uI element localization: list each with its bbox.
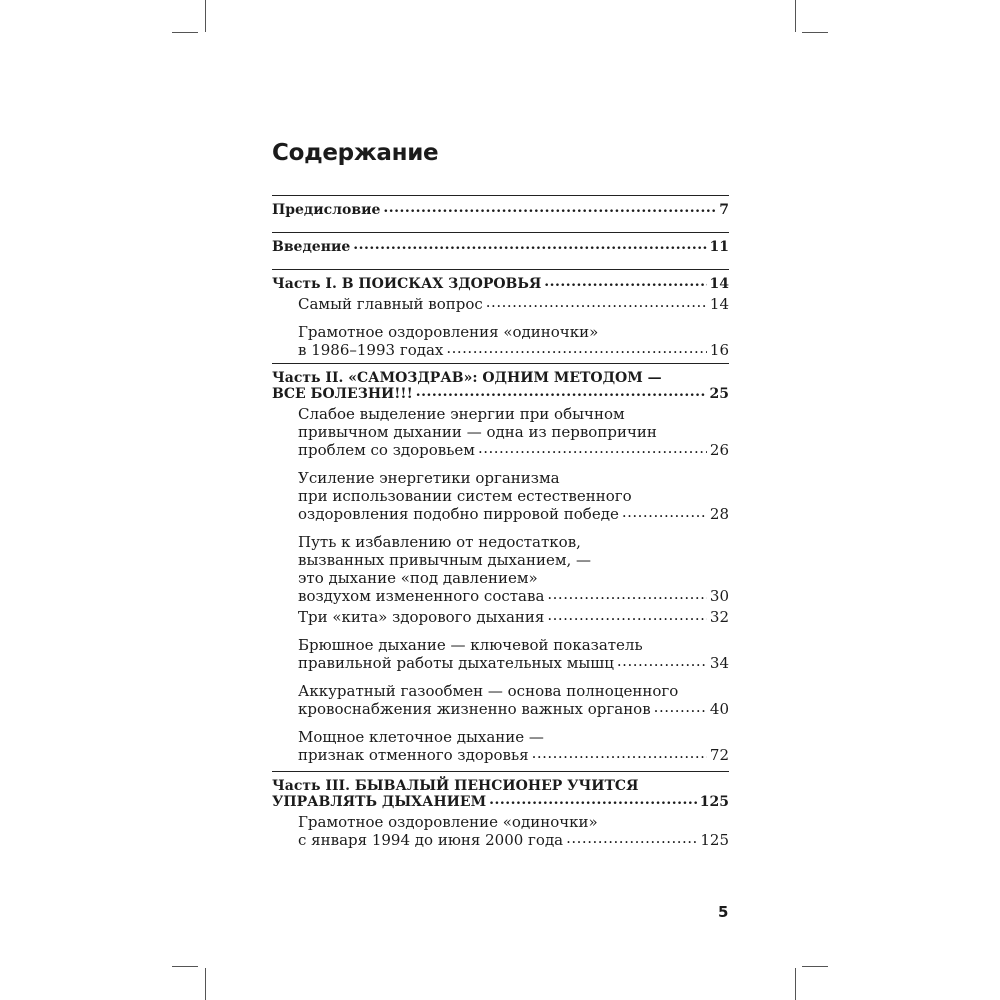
toc-entry-title: Грамотное оздоровление «одиночки» — [298, 813, 598, 831]
leader-dots — [532, 744, 707, 760]
leader-dots — [486, 293, 707, 309]
toc-entry-title: проблем со здоровьем — [298, 441, 475, 459]
page-title: Содержание — [272, 140, 439, 166]
divider — [272, 771, 729, 772]
toc-entry-title: Аккуратный газообмен — основа полноценного — [298, 682, 679, 700]
page-number: 5 — [718, 903, 729, 921]
toc-entry-part1[interactable] — [272, 276, 729, 292]
table-of-contents — [272, 190, 729, 849]
toc-entry-section[interactable] — [272, 608, 729, 626]
leader-dots — [547, 606, 707, 622]
leader-dots — [446, 339, 707, 355]
crop-mark-top-left-h — [172, 32, 198, 33]
crop-mark-bottom-left-h — [172, 966, 198, 967]
toc-entry-section[interactable] — [272, 636, 729, 672]
leader-dots — [353, 237, 706, 252]
toc-entry-title: оздоровления подобно пирровой победе — [298, 505, 619, 523]
toc-page-number: 7 — [719, 202, 729, 218]
toc-entry-title: правильной работы дыхательных мышц — [298, 654, 614, 672]
divider — [272, 363, 729, 364]
toc-entry-section[interactable] — [272, 323, 729, 359]
toc-entry-title: признак отменного здоровья — [298, 746, 529, 764]
toc-entry-title: ВСЕ БОЛЕЗНИ!!! — [272, 386, 413, 402]
toc-entry-title: Мощное клеточное дыхание — — [298, 728, 544, 746]
toc-entry-title: привычном дыхании — одна из первопричин — [298, 423, 657, 441]
toc-entry-section[interactable] — [272, 682, 729, 718]
crop-mark-top-right-h — [802, 32, 828, 33]
toc-entry-section[interactable] — [272, 469, 729, 523]
leader-dots — [547, 585, 707, 601]
toc-entry-title: Введение — [272, 239, 351, 255]
toc-entry-part2[interactable] — [272, 370, 729, 402]
divider — [272, 269, 729, 270]
leader-dots — [566, 829, 697, 845]
toc-entry-section[interactable] — [272, 533, 729, 605]
toc-page-number: 30 — [709, 587, 729, 605]
leader-dots — [478, 439, 707, 455]
toc-page-number: 32 — [709, 608, 729, 626]
toc-entry-intro[interactable] — [272, 239, 729, 255]
toc-page-number: 14 — [709, 276, 729, 292]
toc-entry-title: Слабое выделение энергии при обычном — [298, 405, 625, 423]
leader-dots — [622, 503, 707, 519]
toc-entry-title: Грамотное оздоровления «одиночки» — [298, 323, 599, 341]
toc-entry-title: при использовании систем естественного — [298, 487, 632, 505]
toc-entry-title: Усиление энергетики организма — [298, 469, 560, 487]
toc-entry-title: Три «кита» здорового дыхания — [298, 608, 545, 626]
toc-page-number: 34 — [709, 654, 729, 672]
toc-entry-section[interactable] — [272, 405, 729, 459]
toc-entry-preface[interactable] — [272, 202, 729, 218]
crop-mark-bottom-left — [205, 968, 206, 1000]
leader-dots — [416, 384, 707, 399]
leader-dots — [383, 200, 716, 215]
toc-page-number: 26 — [709, 441, 729, 459]
toc-entry-title: УПРАВЛЯТЬ ДЫХАНИЕМ — [272, 794, 487, 810]
toc-entry-title: Путь к избавлению от недостатков, — [298, 533, 581, 551]
toc-entry-title: Самый главный вопрос — [298, 295, 483, 313]
crop-mark-top-left — [205, 0, 206, 32]
toc-entry-title: в 1986–1993 годах — [298, 341, 444, 359]
toc-page-number: 14 — [709, 295, 729, 313]
toc-entry-title: с января 1994 до июня 2000 года — [298, 831, 564, 849]
toc-entry-title: Предисловие — [272, 202, 381, 218]
toc-entry-part3[interactable] — [272, 778, 729, 810]
leader-dots — [544, 274, 706, 289]
toc-entry-title: Часть II. «САМОЗДРАВ»: ОДНИМ МЕТОДОМ — — [272, 370, 662, 386]
toc-page-number: 28 — [709, 505, 729, 523]
toc-page-number: 40 — [709, 700, 729, 718]
leader-dots — [654, 698, 707, 714]
divider — [272, 195, 729, 196]
toc-entry-title: вызванных привычным дыханием, — — [298, 551, 592, 569]
toc-page-number: 125 — [700, 831, 729, 849]
toc-page-number: 25 — [709, 386, 729, 402]
toc-entry-section[interactable] — [272, 728, 729, 764]
toc-entry-title: кровоснабжения жизненно важных органов — [298, 700, 651, 718]
crop-mark-bottom-right — [795, 968, 796, 1000]
leader-dots — [617, 652, 707, 668]
toc-entry-title: Брюшное дыхание — ключевой показатель — [298, 636, 643, 654]
crop-mark-top-right — [795, 0, 796, 32]
toc-page-number: 11 — [709, 239, 729, 255]
divider — [272, 232, 729, 233]
leader-dots — [489, 792, 697, 807]
toc-page-number: 125 — [699, 794, 729, 810]
toc-entry-section[interactable] — [272, 295, 729, 313]
toc-entry-title: воздухом измененного состава — [298, 587, 545, 605]
toc-entry-section[interactable] — [272, 813, 729, 849]
toc-entry-title: это дыхание «под давлением» — [298, 569, 538, 587]
toc-entry-title: Часть I. В ПОИСКАХ ЗДОРОВЬЯ — [272, 276, 542, 292]
toc-page-number: 72 — [709, 746, 729, 764]
toc-entry-title: Часть III. БЫВАЛЫЙ ПЕНСИОНЕР УЧИТСЯ — [272, 778, 639, 794]
crop-mark-bottom-right-h — [802, 966, 828, 967]
toc-page-number: 16 — [709, 341, 729, 359]
